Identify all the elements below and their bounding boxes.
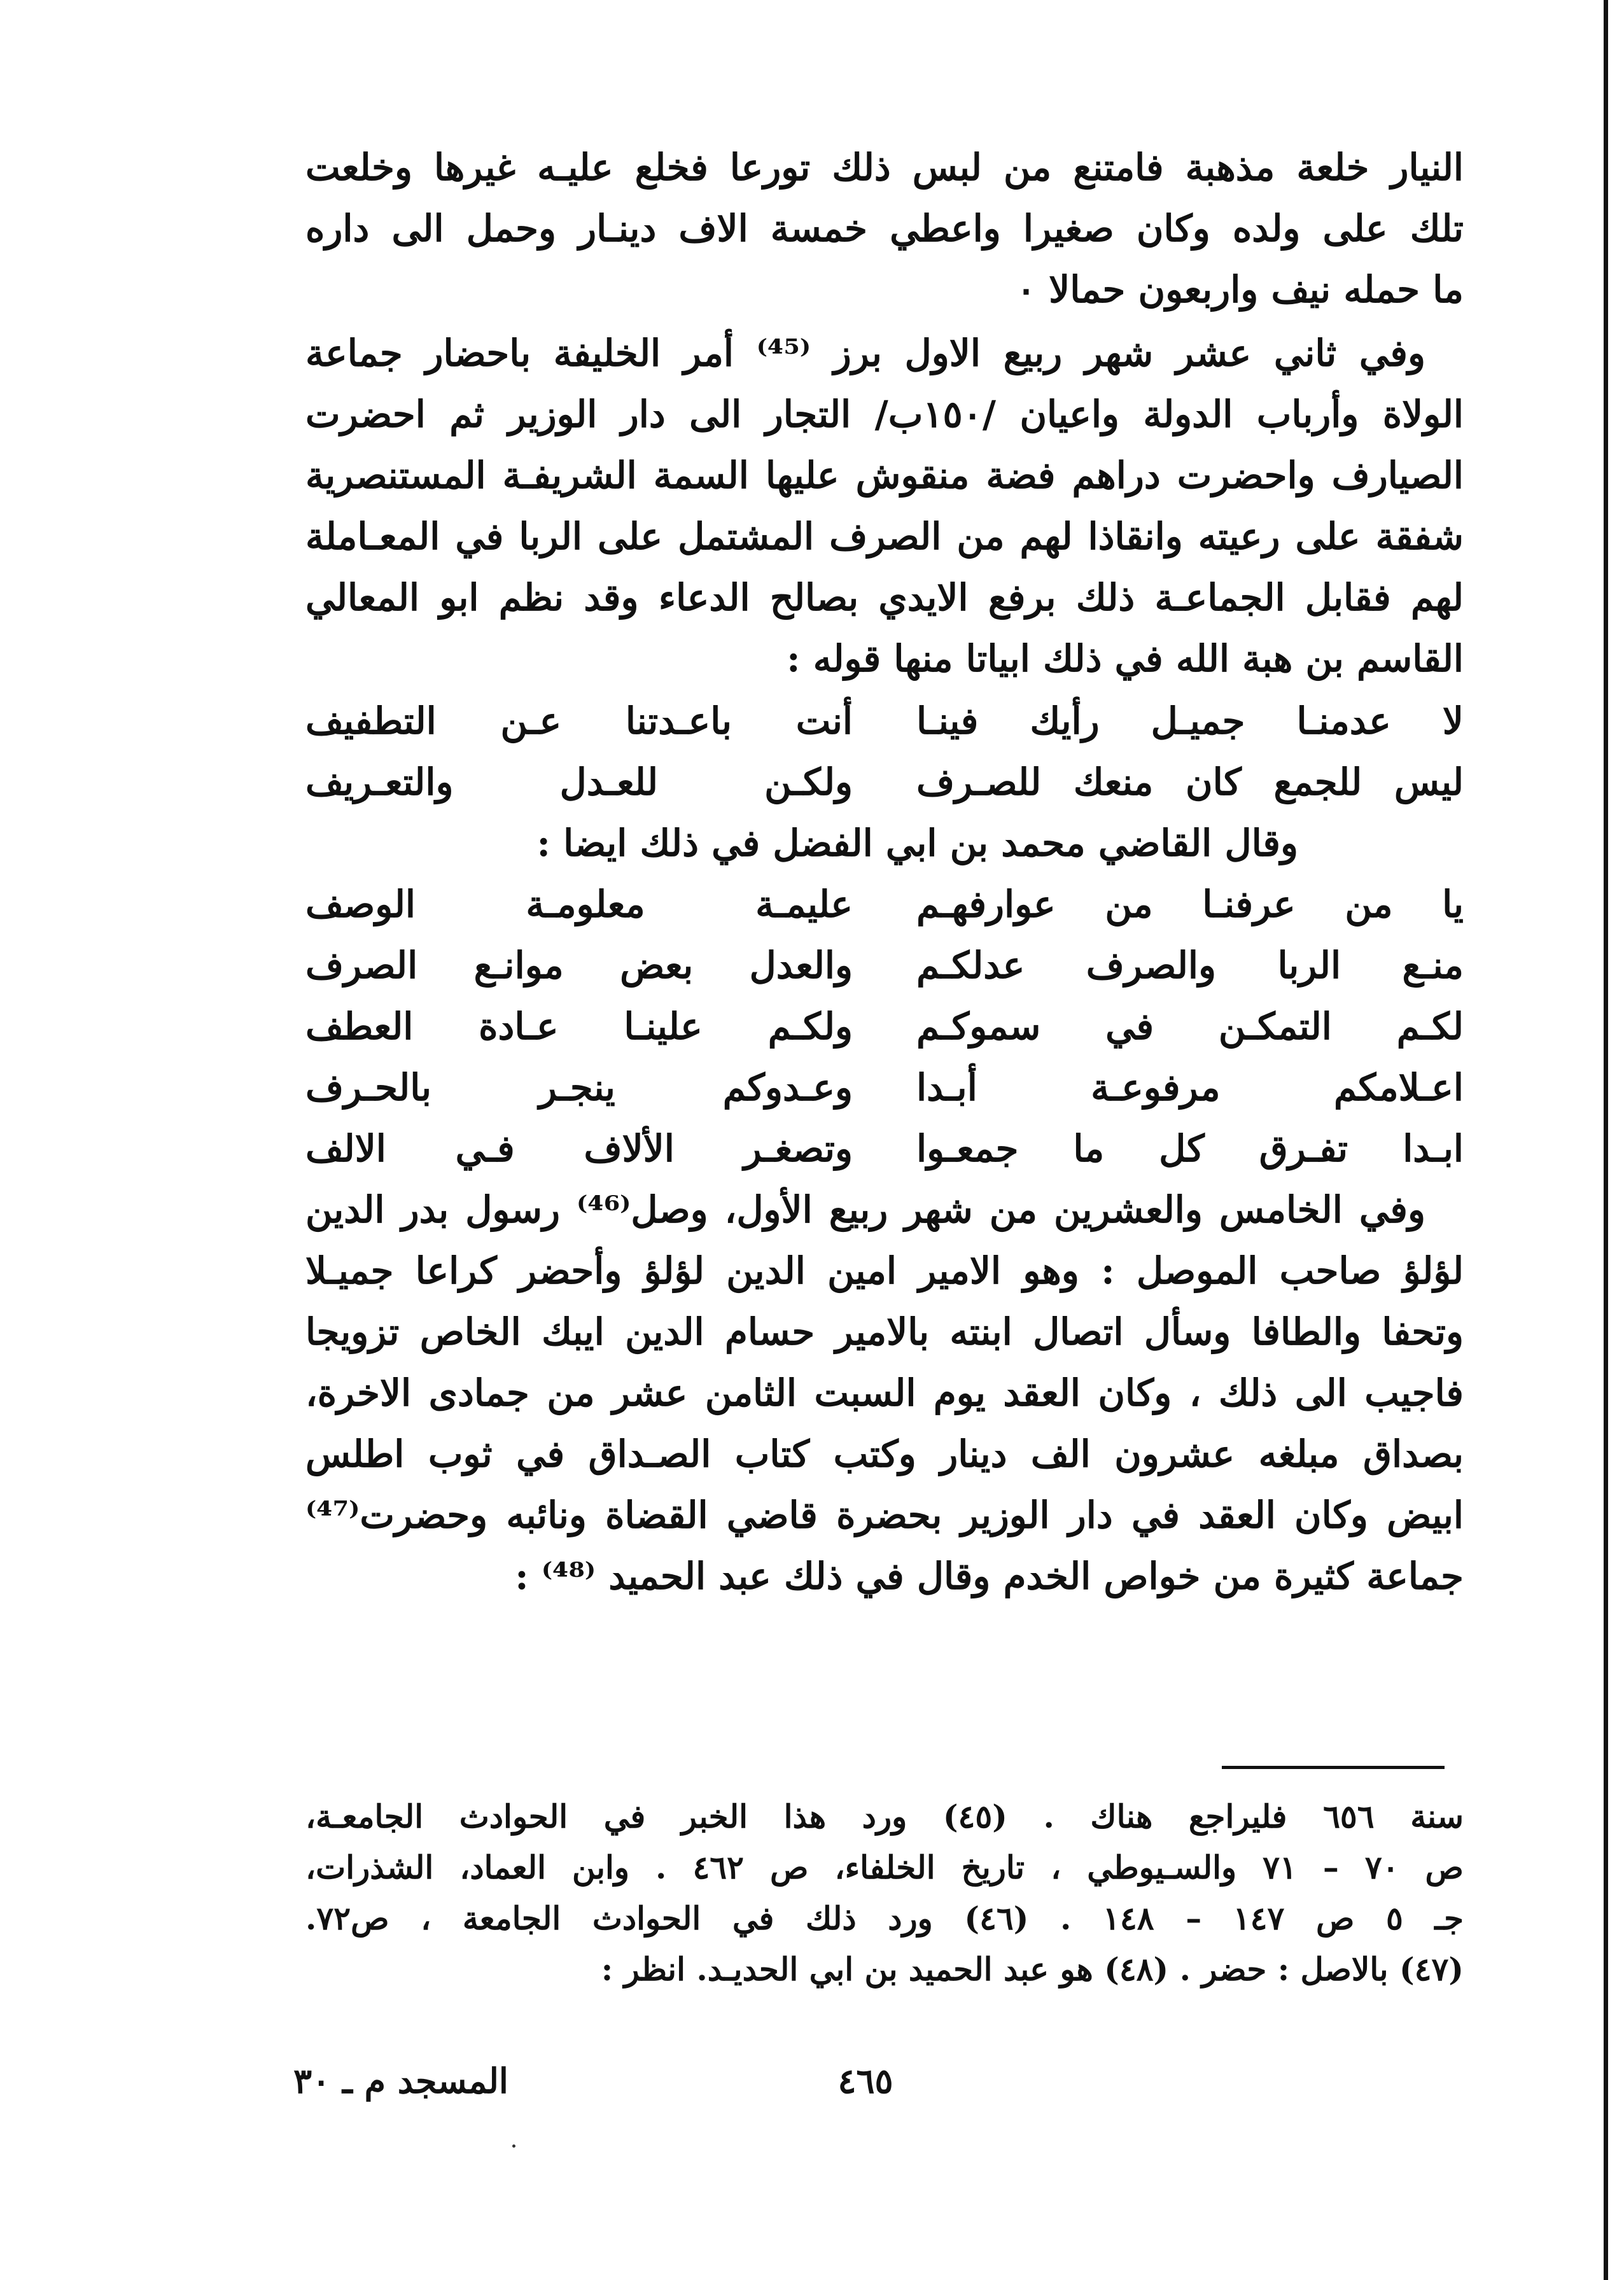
- poem-verse: [305, 1057, 1464, 1118]
- text-line: الولاة وأرباب الدولة واعيان /١٥٠ب/ التجار الى دار الوزير ثم احضرت: [305, 393, 1464, 436]
- text-line: وتحفا والطافا وسأل اتصال ابنته بالامير حسام الدين ايبك الخاص تزويجا: [305, 1310, 1464, 1353]
- text-line: شفقة على رعيته وانقاذا لهم من الصرف المشتمل على الربا في المعـاملة: [305, 515, 1464, 558]
- paragraph-2: [305, 323, 1464, 689]
- text-line: تلك على ولده وكان صغيرا واعطي خمسة الاف دينـار وحمل الى داره: [305, 207, 1464, 250]
- footnote-line: جـ ٥ ص ١٤٧ – ١٤٨ . (٤٦) ورد ذلك في الحوادث الجامعة ، ص٧٢.: [305, 1899, 1464, 1937]
- text-line: النيار خلعة مذهبة فامتنع من لبس ذلك تورعا فخلع عليـه غيرها وخلعت: [305, 146, 1464, 189]
- poem-verse: [305, 935, 1464, 996]
- paragraph-3: [305, 1179, 1464, 1607]
- text-line: بصداق مبلغه عشرون الف دينار وكتب كتاب الصـداق في ثوب اطلس: [305, 1432, 1464, 1476]
- scan-edge-line: [1604, 0, 1608, 2280]
- text-line: لهم فقابل الجماعـة ذلك برفع الايدي بصالح الدعاء وقد نظم ابو المعالي: [305, 576, 1464, 619]
- verse-second-hemistich: أنت باعـدتنا عـن التطفيف: [305, 699, 853, 743]
- footnotes: [305, 1791, 1464, 1995]
- text-line: فاجيب الى ذلك ، وكان العقد يوم السبت الثامن عشر من جمادى الاخرة،: [305, 1371, 1464, 1415]
- verse-first-hemistich: لا عدمنـا جميـل رأيك فينـا: [916, 699, 1464, 743]
- verse-first-hemistich: ابـدا تفـرق كل ما جمعـوا: [916, 1127, 1464, 1170]
- footnote-line: ص ٧٠ – ٧١ والسـيوطي ، تاريخ الخلفاء، ص ٤٦٢ . وابن العماد، الشذرات،: [305, 1849, 1464, 1886]
- verse-second-hemistich: والعدل بعض موانـع الصرف: [305, 944, 853, 987]
- poem-1: [305, 690, 1464, 874]
- poem-2: [305, 874, 1464, 1179]
- verse-second-hemistich: عليمـة معلومـة الوصف: [305, 883, 853, 926]
- poem-verse: [305, 690, 1464, 752]
- text-line: القاسم بن هبة الله في ذلك ابياتا منها قوله :: [787, 637, 1464, 680]
- poem-verse: [305, 874, 1464, 935]
- poem-verse: [305, 1118, 1464, 1179]
- text-line: لؤلؤ صاحب الموصل : وهو الامير امين الدين لؤلؤ وأحضر كراعا جميـلا: [305, 1249, 1464, 1292]
- verse-first-hemistich: لكـم التمكـن في سموكـم: [916, 1005, 1464, 1048]
- verse-first-hemistich: اعـلامكم مرفوعـة أبـدا: [916, 1066, 1464, 1109]
- verse-second-hemistich: وعـدوكم ينجـر بالحـرف: [305, 1066, 853, 1109]
- page-number: ٤٦٥: [837, 2060, 893, 2101]
- poem-verse: [305, 752, 1464, 813]
- text-line: الصيارف واحضرت دراهم فضة منقوش عليها السمة الشريفـة المستنصرية: [305, 454, 1464, 497]
- poem-verse: [305, 996, 1464, 1057]
- poem-2-intro: وقال القاضي محمد بن ابي الفضل في ذلك ايضا :: [536, 822, 1298, 865]
- verse-first-hemistich: يا من عرفنـا من عوارفهـم: [916, 883, 1464, 926]
- text-line: جماعة كثيرة من خواص الخدم وقال في ذلك عبد الحميد ⁽⁴⁸⁾ :: [515, 1555, 1464, 1598]
- verse-first-hemistich: ليس للجمع كان منعك للصـرف: [916, 760, 1464, 804]
- footnote-divider: [1222, 1766, 1445, 1769]
- text-line: وفي ثاني عشر شهر ربيع الاول برز ⁽⁴⁵⁾ أمر الخليفة باحضار جماعة: [305, 332, 1426, 375]
- signature-mark: المسجد م ـ ٣٠: [293, 2060, 508, 2101]
- text-line: ابيض وكان العقد في دار الوزير بحضرة قاضي القضاة ونائبه وحضرت⁽⁴⁷⁾: [305, 1493, 1464, 1537]
- verse-first-hemistich: منـع الربا والصرف عدلكـم: [916, 944, 1464, 987]
- text-line: ما حمله نيف واربعون حمالا ٠: [1016, 268, 1464, 311]
- scan-speck: [512, 2144, 515, 2148]
- text-line: وفي الخامس والعشرين من شهر ربيع الأول، وصل⁽⁴⁶⁾ رسول بدر الدين: [305, 1188, 1425, 1231]
- paragraph-1: [305, 137, 1464, 320]
- footnote-line: سنة ٦٥٦ فليراجع هناك . (٤٥) ورد هذا الخبر في الحوادث الجامعـة،: [305, 1798, 1464, 1835]
- verse-second-hemistich: ولكـم علينـا عـادة العطف: [305, 1005, 853, 1048]
- verse-second-hemistich: ولكـن للعـدل والتعـريف: [305, 760, 853, 804]
- verse-second-hemistich: وتصغـر الألاف فـي الالف: [305, 1127, 853, 1170]
- footnote-line: (٤٧) بالاصل : حضر . (٤٨) هو عبد الحميد بن ابي الحديـد. انظر :: [601, 1950, 1464, 1988]
